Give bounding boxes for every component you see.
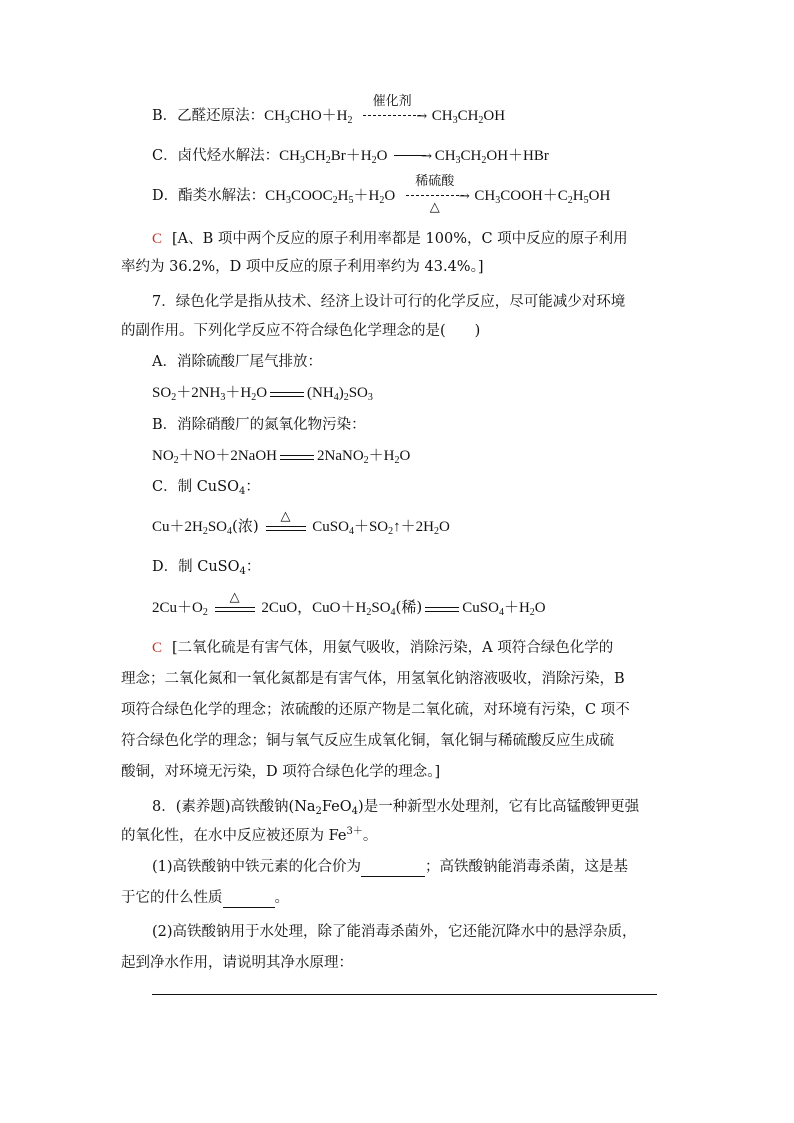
q7-option-c-equation: $Cu+2H_2SO_4$(浓) △ $CuSO_4+SO_2↑+2H_2O$ — [152, 507, 450, 537]
question-8-part2-line2: 起到净水作用，请说明其净水原理： — [121, 955, 353, 971]
answer-blank[interactable] — [223, 891, 275, 908]
answer-letter: C — [152, 640, 163, 656]
reaction-arrow: → — [392, 146, 430, 166]
answer-write-line[interactable] — [152, 994, 657, 995]
question-8-part1-line2: 于它的什么性质 。 — [121, 890, 289, 906]
acid-label: 稀硫酸 — [415, 174, 455, 189]
question-7-line2: 的副作用。下列化学反应不符合绿色化学理念的是( ) — [121, 323, 481, 339]
q7-option-a-equation: $SO_2+2NH_3+H_2O$ $(NH_4)_2SO_3$ — [152, 385, 373, 403]
answer-blank[interactable] — [361, 860, 425, 877]
catalyst-arrow: 催化剂 → — [361, 106, 423, 126]
answer-7-line4: 符合绿色化学的理念；铜与氧气反应生成氧化铜，氧化铜与稀硫酸反应生成硫 — [121, 733, 614, 749]
q7-option-a: A．消除硫酸厂尾气排放： — [152, 354, 322, 370]
question-7-line1: 7．绿色化学是指从技术、经济上设计可行的化学反应，尽可能减少对环境 — [152, 294, 626, 310]
answer-7-line3: 项符合绿色化学的理念；浓硫酸的还原产物是二氧化硫，对环境有污染，C 项不 — [121, 702, 630, 718]
heat-symbol: △ — [280, 507, 291, 523]
option-b-line: B．乙醛还原法：$CH_3CHO+H_2$ 催化剂 → $CH_3CH_2OH$ — [152, 94, 506, 126]
answer-7-line2: 理念；二氧化氮和一氧化氮都是有害气体，用氢氧化钠溶液吸收，消除污染，B — [121, 671, 625, 687]
option-d-label: D．酯类水解法： — [152, 188, 266, 204]
heat-symbol: △ — [229, 588, 240, 604]
heat-symbol: △ — [429, 200, 440, 215]
answer-6-line1: C [A、B 项中两个反应的原子利用率都是 100%，C 项中反应的原子利用 — [152, 231, 628, 247]
q7-option-b: B．消除硝酸厂的氮氧化物污染： — [152, 417, 366, 433]
question-8-line2: 的氧化性，在水中反应被还原为 $Fe^{3+}$。 — [121, 826, 378, 844]
q7-option-d: D．制 CuSO$_4$： — [152, 559, 261, 577]
q7-option-d-equation: $2Cu+O_2$ △ 2CuO，$CuO+H_2SO_4$(稀) $CuSO_4+H_2O$ — [152, 588, 546, 618]
option-c-label: C．卤代烃水解法： — [152, 148, 280, 164]
option-c-line: C．卤代烃水解法：$CH_3CH_2Br+H_2O$ → $CH_3CH_2OH+HBr$ — [152, 148, 549, 166]
catalyst-label: 催化剂 — [372, 94, 412, 109]
question-8-part2-line1: (2)高铁酸钠用于水处理，除了能消毒杀菌外，它还能沉降水中的悬浮杂质， — [152, 924, 637, 940]
q7-option-b-equation: $NO_2+NO+2NaOH$ $2NaNO_2+H_2O$ — [152, 448, 411, 466]
question-8-line1: 8．(素养题)高铁酸钠$(Na_2FeO_4)$是一种新型水处理剂，它有比高锰酸钾更强 — [152, 799, 640, 817]
answer-letter: C — [152, 231, 163, 247]
q7-option-c: C．制 CuSO$_4$： — [152, 479, 260, 497]
question-8-part1-line1: (1)高铁酸钠中铁元素的化合价为 ；高铁酸钠能消毒杀菌，这是基 — [152, 859, 629, 875]
option-b-label: B．乙醛还原法： — [152, 108, 265, 124]
option-d-line: D．酯类水解法：$CH_3COOC_2H_5+H_2O$ 稀硫酸 → △ $CH_3COOH+C_2H_5OH$ — [152, 186, 610, 206]
answer-7-line1: C [二氧化硫是有害气体，用氨气吸收，消除污染，A 项符合绿色化学的 — [152, 640, 614, 656]
acid-arrow: 稀硫酸 → △ — [404, 186, 466, 206]
answer-6-line2: 率约为 36.2%，D 项中反应的原子利用率约为 43.4%。] — [121, 259, 484, 275]
answer-7-line5: 酸铜，对环境无污染，D 项符合绿色化学的理念。] — [121, 764, 441, 780]
